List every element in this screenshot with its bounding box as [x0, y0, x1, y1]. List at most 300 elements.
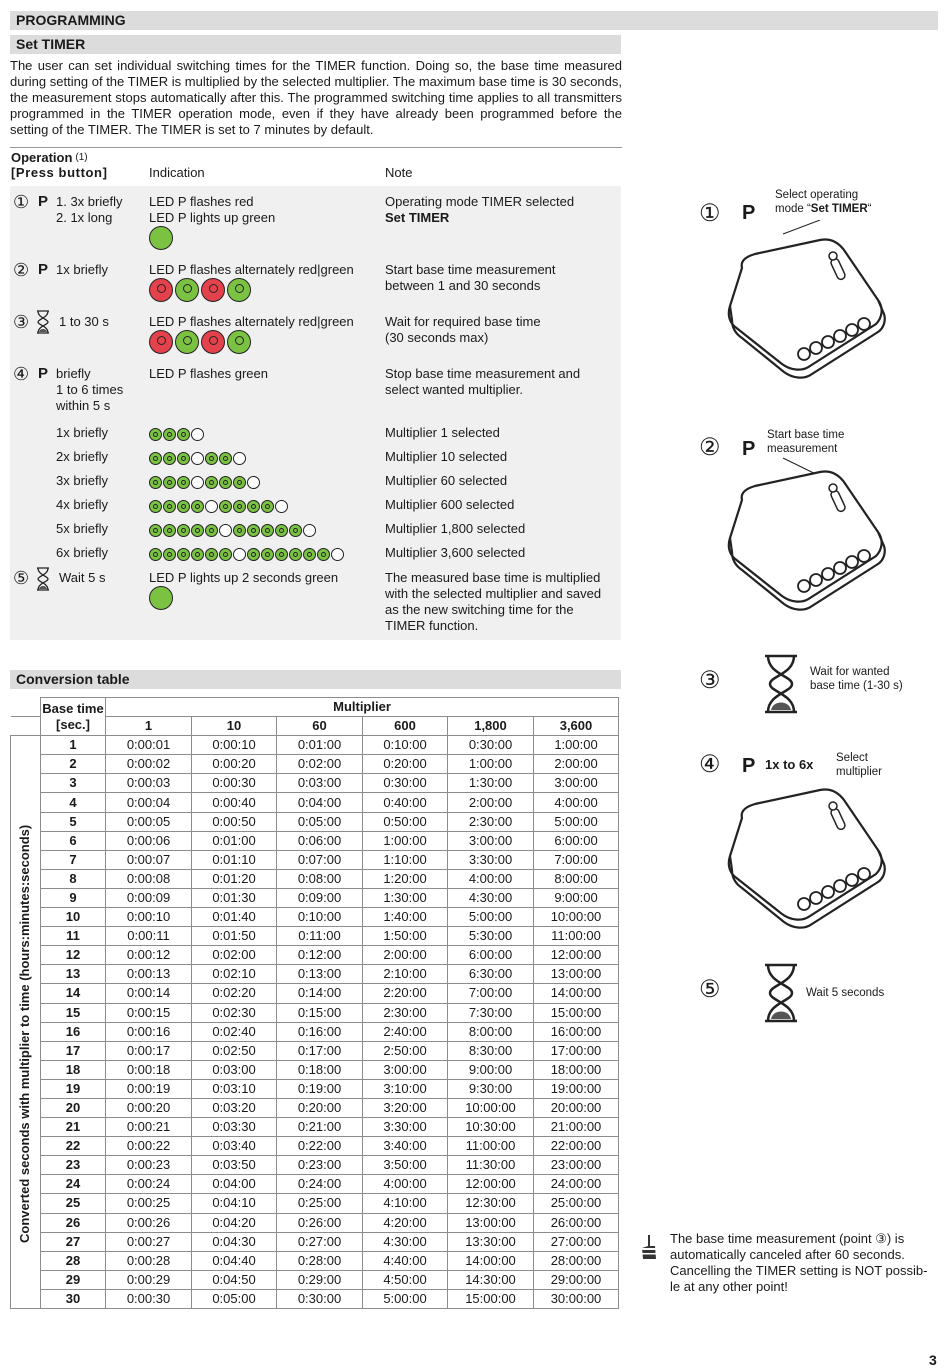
- multiplier-column-header: 1,800: [448, 717, 534, 736]
- converted-time-cell: 4:20:00: [363, 1213, 448, 1232]
- page-number: 3: [929, 1352, 937, 1368]
- side-step-3-caption: Wait for wanted base time (1-30 s): [810, 666, 903, 692]
- converted-time-cell: 0:05:00: [277, 812, 363, 831]
- led-off-dot: [233, 548, 246, 561]
- step-4-note-1: Stop base time measurement and: [385, 366, 581, 381]
- step-1-note-1: Operating mode TIMER selected: [385, 194, 575, 209]
- converted-time-cell: 0:10:00: [277, 908, 363, 927]
- converted-time-cell: 0:07:00: [277, 850, 363, 869]
- base-time-cell: 19: [41, 1079, 106, 1098]
- converted-time-cell: 0:00:14: [106, 984, 192, 1003]
- base-time-cell: 9: [41, 888, 106, 907]
- device-icon: [720, 770, 890, 948]
- led-green-dot: [205, 452, 218, 465]
- converted-time-cell: 0:30:00: [363, 774, 448, 793]
- base-time-cell: 24: [41, 1175, 106, 1194]
- converted-time-cell: 0:00:17: [106, 1041, 192, 1060]
- section-title: Set TIMER: [10, 35, 621, 54]
- converted-time-cell: 3:30:00: [448, 850, 534, 869]
- converted-time-cell: 0:28:00: [277, 1251, 363, 1270]
- step-1-number: ①: [13, 192, 30, 212]
- led-green-dot: [317, 548, 330, 561]
- conversion-table-title: Conversion table: [10, 670, 621, 689]
- converted-time-cell: 0:00:50: [192, 812, 277, 831]
- multiplier-press: 6x briefly: [56, 545, 109, 560]
- converted-time-cell: 0:03:20: [192, 1098, 277, 1117]
- base-time-cell: 30: [41, 1289, 106, 1308]
- converted-time-cell: 0:01:00: [277, 736, 363, 755]
- converted-time-cell: 0:00:20: [192, 755, 277, 774]
- led-green-dot: [149, 548, 162, 561]
- multiplier-column-header: 60: [277, 717, 363, 736]
- converted-time-cell: 9:30:00: [448, 1079, 534, 1098]
- converted-time-cell: 0:02:50: [192, 1041, 277, 1060]
- converted-time-cell: 0:04:00: [192, 1175, 277, 1194]
- converted-time-cell: 0:00:30: [106, 1289, 192, 1308]
- converted-time-cell: 0:04:30: [192, 1232, 277, 1251]
- led-green-dot: [149, 428, 162, 441]
- step-4-ind: LED P flashes green: [149, 366, 268, 381]
- step-4-op-3: within 5 s: [56, 398, 111, 413]
- converted-time-cell: 0:02:20: [192, 984, 277, 1003]
- step-5-note-4: TIMER function.: [385, 618, 479, 633]
- converted-time-cell: 11:00:00: [448, 1137, 534, 1156]
- led-green-dot: [247, 524, 260, 537]
- p-button-label: P: [38, 365, 49, 382]
- step-2-op: 1x briefly: [56, 262, 109, 277]
- hourglass-icon: [762, 963, 800, 1026]
- converted-time-cell: 0:00:28: [106, 1251, 192, 1270]
- converted-time-cell: 0:00:22: [106, 1137, 192, 1156]
- side-step-1-caption: Select operating mode “Set TIMER“: [775, 189, 872, 215]
- converted-time-cell: 0:04:50: [192, 1270, 277, 1289]
- converted-time-cell: 4:00:00: [448, 869, 534, 888]
- base-time-cell: 27: [41, 1232, 106, 1251]
- converted-time-cell: 14:00:00: [448, 1251, 534, 1270]
- step-1-ind-2: LED P lights up green: [149, 210, 276, 225]
- base-time-cell: 1: [41, 736, 106, 755]
- multiplier-note: Multiplier 3,600 selected: [385, 545, 526, 560]
- converted-time-cell: 1:50:00: [363, 927, 448, 946]
- led-green-dot: [219, 500, 232, 513]
- device-icon: [720, 452, 890, 630]
- led-green-dot: [219, 548, 232, 561]
- converted-time-cell: 0:02:40: [192, 1022, 277, 1041]
- base-time-cell: 25: [41, 1194, 106, 1213]
- multiplier-press: 1x briefly: [56, 425, 109, 440]
- p-button-label: P: [38, 193, 49, 210]
- converted-time-cell: 0:19:00: [277, 1079, 363, 1098]
- converted-time-cell: 12:00:00: [534, 946, 619, 965]
- step-2-note-1: Start base time measurement: [385, 262, 556, 277]
- converted-time-cell: 10:30:00: [448, 1118, 534, 1137]
- table-row: [11, 1232, 619, 1251]
- led-green-dot: [191, 548, 204, 561]
- converted-time-cell: 0:00:16: [106, 1022, 192, 1041]
- converted-time-cell: 3:50:00: [363, 1156, 448, 1175]
- table-row: [11, 1175, 619, 1194]
- step-4-note-2: select wanted multiplier.: [385, 382, 524, 397]
- converted-time-cell: 5:00:00: [448, 908, 534, 927]
- table-row: [11, 850, 619, 869]
- led-green-dot: [163, 452, 176, 465]
- converted-time-cell: 0:30:00: [448, 736, 534, 755]
- converted-time-cell: 9:00:00: [448, 1060, 534, 1079]
- base-time-cell: 15: [41, 1003, 106, 1022]
- converted-time-cell: 6:30:00: [448, 965, 534, 984]
- converted-time-cell: 0:00:19: [106, 1079, 192, 1098]
- converted-time-cell: 0:26:00: [277, 1213, 363, 1232]
- converted-time-cell: 0:24:00: [277, 1175, 363, 1194]
- base-time-cell: 23: [41, 1156, 106, 1175]
- converted-time-cell: 0:04:10: [192, 1194, 277, 1213]
- led-green-dot: [205, 524, 218, 537]
- intro-paragraph: The user can set individual switching times for the TIMER function. Doing so, the base time measured during setting of the TIMER is multiplied by the selected multiplier. The maximum base time is 30 seconds, the measurement stops automatically after this. The programmed switching time applies to all transmitters programmed in the TIMER operation mode, even if they have already been programmed before the setting of the TIMER. The TIMER is set to 7 minutes by default.: [10, 58, 622, 137]
- led-green-dot: [205, 548, 218, 561]
- converted-time-cell: 0:02:10: [192, 965, 277, 984]
- led-green-dot: [163, 428, 176, 441]
- led-green-dot: [275, 548, 288, 561]
- led-green-dot: [261, 500, 274, 513]
- table-row: [11, 965, 619, 984]
- converted-time-cell: 1:00:00: [363, 831, 448, 850]
- page-title: PROGRAMMING: [10, 11, 938, 30]
- converted-time-cell: 27:00:00: [534, 1232, 619, 1251]
- converted-time-cell: 24:00:00: [534, 1175, 619, 1194]
- multiplier-column-header: 3,600: [534, 717, 619, 736]
- led-green-dot: [163, 524, 176, 537]
- converted-time-cell: 0:01:10: [192, 850, 277, 869]
- step-4-op-1: briefly: [56, 366, 91, 381]
- converted-time-cell: 1:10:00: [363, 850, 448, 869]
- converted-time-cell: 0:00:03: [106, 774, 192, 793]
- converted-time-cell: 14:30:00: [448, 1270, 534, 1289]
- converted-time-cell: 4:40:00: [363, 1251, 448, 1270]
- converted-time-cell: 1:40:00: [363, 908, 448, 927]
- base-time-cell: 13: [41, 965, 106, 984]
- led-green-dot: [177, 428, 190, 441]
- converted-time-cell: 0:01:00: [192, 831, 277, 850]
- led-off-dot: [205, 500, 218, 513]
- converted-time-cell: 9:00:00: [534, 888, 619, 907]
- converted-time-cell: 4:30:00: [448, 888, 534, 907]
- converted-time-cell: 0:00:13: [106, 965, 192, 984]
- table-row: [11, 812, 619, 831]
- converted-time-cell: 5:00:00: [534, 812, 619, 831]
- base-time-cell: 4: [41, 793, 106, 812]
- converted-time-cell: 0:50:00: [363, 812, 448, 831]
- step-5-note-2: with the selected multiplier and saved: [385, 586, 602, 601]
- multiplier-note: Multiplier 1 selected: [385, 425, 500, 440]
- converted-time-cell: 0:15:00: [277, 1003, 363, 1022]
- side-axis-label: Converted seconds with multiplier to time (hours:minutes:seconds): [17, 824, 32, 1243]
- converted-time-cell: 23:00:00: [534, 1156, 619, 1175]
- multiplier-press: 2x briefly: [56, 449, 109, 464]
- p-button-label: P: [38, 261, 49, 278]
- device-icon: [720, 220, 890, 398]
- led-off-dot: [191, 452, 204, 465]
- base-time-cell: 14: [41, 984, 106, 1003]
- converted-time-cell: 0:03:50: [192, 1156, 277, 1175]
- converted-time-cell: 2:10:00: [363, 965, 448, 984]
- table-row: [11, 1270, 619, 1289]
- converted-time-cell: 3:10:00: [363, 1079, 448, 1098]
- table-row: [11, 793, 619, 812]
- step-2-number: ②: [13, 260, 30, 280]
- converted-time-cell: 16:00:00: [534, 1022, 619, 1041]
- table-row: [11, 1098, 619, 1117]
- converted-time-cell: 18:00:00: [534, 1060, 619, 1079]
- led-green-dot: [219, 452, 232, 465]
- converted-time-cell: 0:11:00: [277, 927, 363, 946]
- base-time-cell: 28: [41, 1251, 106, 1270]
- converted-time-cell: 0:04:20: [192, 1213, 277, 1232]
- step-3-note-1: Wait for required base time: [385, 314, 541, 329]
- converted-time-cell: 14:00:00: [534, 984, 619, 1003]
- converted-time-cell: 3:20:00: [363, 1098, 448, 1117]
- base-time-cell: 20: [41, 1098, 106, 1117]
- led-pattern: [149, 547, 345, 561]
- converted-time-cell: 13:00:00: [534, 965, 619, 984]
- p-button-label: P: [742, 438, 756, 460]
- side-step-5-number: ⑤: [699, 976, 721, 1003]
- step-3-ind: LED P flashes alternately red|green: [149, 314, 354, 329]
- converted-time-cell: 0:00:15: [106, 1003, 192, 1022]
- base-time-cell: 26: [41, 1213, 106, 1232]
- converted-time-cell: 0:05:00: [192, 1289, 277, 1308]
- converted-time-cell: 1:30:00: [363, 888, 448, 907]
- led-green-dot: [163, 500, 176, 513]
- converted-time-cell: 0:02:00: [277, 755, 363, 774]
- hand-pointing-icon: [640, 1234, 658, 1265]
- base-time-cell: 18: [41, 1060, 106, 1079]
- converted-time-cell: 11:30:00: [448, 1156, 534, 1175]
- p-button-label: P: [742, 202, 756, 224]
- table-row: [11, 1118, 619, 1137]
- table-row: [11, 888, 619, 907]
- base-time-cell: 6: [41, 831, 106, 850]
- table-row: [11, 927, 619, 946]
- converted-time-cell: 0:09:00: [277, 888, 363, 907]
- converted-time-cell: 0:00:24: [106, 1175, 192, 1194]
- side-step-3-number: ③: [699, 667, 721, 694]
- converted-time-cell: 0:12:00: [277, 946, 363, 965]
- table-row: [11, 869, 619, 888]
- step-1-note-2: Set TIMER: [385, 210, 450, 225]
- converted-time-cell: 2:20:00: [363, 984, 448, 1003]
- multiplier-note: Multiplier 60 selected: [385, 473, 508, 488]
- converted-time-cell: 13:00:00: [448, 1213, 534, 1232]
- step-1-op-1: 1. 3x briefly: [56, 194, 123, 209]
- converted-time-cell: 0:04:40: [192, 1251, 277, 1270]
- base-time-cell: 2: [41, 755, 106, 774]
- led-alternating-indicator: [149, 330, 251, 354]
- base-time-cell: 10: [41, 908, 106, 927]
- led-off-dot: [219, 524, 232, 537]
- converted-time-cell: 0:01:30: [192, 888, 277, 907]
- converted-time-cell: 0:16:00: [277, 1022, 363, 1041]
- base-time-cell: 11: [41, 927, 106, 946]
- converted-time-cell: 2:30:00: [448, 812, 534, 831]
- hourglass-icon: [35, 567, 51, 594]
- converted-time-cell: 0:03:10: [192, 1079, 277, 1098]
- converted-time-cell: 11:00:00: [534, 927, 619, 946]
- table-row: [11, 1156, 619, 1175]
- led-green-dot: [205, 476, 218, 489]
- converted-time-cell: 0:00:40: [192, 793, 277, 812]
- base-time-header: Base time [sec.]: [41, 698, 106, 736]
- led-green-indicator: [149, 586, 173, 610]
- converted-time-cell: 4:10:00: [363, 1194, 448, 1213]
- converted-time-cell: 0:00:06: [106, 831, 192, 850]
- led-green-dot: [177, 476, 190, 489]
- led-green-dot: [261, 524, 274, 537]
- press-count: 1x to 6x: [765, 757, 814, 772]
- led-off-dot: [191, 476, 204, 489]
- converted-time-cell: 0:08:00: [277, 869, 363, 888]
- converted-time-cell: 1:20:00: [363, 869, 448, 888]
- converted-time-cell: 21:00:00: [534, 1118, 619, 1137]
- led-green-dot: [177, 524, 190, 537]
- led-alternating-indicator: [149, 278, 251, 302]
- converted-time-cell: 2:30:00: [363, 1003, 448, 1022]
- converted-time-cell: 0:02:30: [192, 1003, 277, 1022]
- converted-time-cell: 0:00:30: [192, 774, 277, 793]
- base-time-cell: 21: [41, 1118, 106, 1137]
- converted-time-cell: 4:30:00: [363, 1232, 448, 1251]
- converted-time-cell: 0:00:12: [106, 946, 192, 965]
- note-heading: Note: [385, 165, 413, 180]
- converted-time-cell: 3:40:00: [363, 1137, 448, 1156]
- converted-time-cell: 0:00:25: [106, 1194, 192, 1213]
- led-green-dot: [149, 524, 162, 537]
- led-off-dot: [303, 524, 316, 537]
- converted-time-cell: 6:00:00: [448, 946, 534, 965]
- converted-time-cell: 0:27:00: [277, 1232, 363, 1251]
- side-step-2-number: ②: [699, 434, 721, 461]
- converted-time-cell: 0:01:40: [192, 908, 277, 927]
- operation-heading: Operation (1): [11, 150, 88, 165]
- multiplier-column-header: 1: [106, 717, 192, 736]
- side-step-4-caption: Select multiplier: [836, 752, 883, 778]
- led-green-dot: [163, 548, 176, 561]
- step-1-ind-1: LED P flashes red: [149, 194, 254, 209]
- side-step-1-number: ①: [699, 200, 721, 227]
- step-1-op-2: 2. 1x long: [56, 210, 113, 225]
- converted-time-cell: 0:00:09: [106, 888, 192, 907]
- led-green-dot: [289, 524, 302, 537]
- table-row: [11, 1213, 619, 1232]
- converted-time-cell: 0:29:00: [277, 1270, 363, 1289]
- converted-time-cell: 10:00:00: [534, 908, 619, 927]
- step-5-number: ⑤: [13, 568, 30, 588]
- led-green-indicator: [149, 226, 173, 250]
- led-green-dot: [149, 500, 162, 513]
- converted-time-cell: 0:00:04: [106, 793, 192, 812]
- converted-time-cell: 1:00:00: [448, 755, 534, 774]
- table-row: [11, 1022, 619, 1041]
- converted-time-cell: 0:01:50: [192, 927, 277, 946]
- base-time-cell: 3: [41, 774, 106, 793]
- led-off-dot: [275, 500, 288, 513]
- led-green-dot: [177, 548, 190, 561]
- converted-time-cell: 1:30:00: [448, 774, 534, 793]
- led-green-dot: [261, 548, 274, 561]
- converted-time-cell: 0:00:20: [106, 1098, 192, 1117]
- indication-heading: Indication: [149, 165, 205, 180]
- converted-time-cell: 2:00:00: [448, 793, 534, 812]
- base-time-cell: 7: [41, 850, 106, 869]
- base-time-cell: 12: [41, 946, 106, 965]
- converted-time-cell: 0:00:29: [106, 1270, 192, 1289]
- converted-time-cell: 7:00:00: [534, 850, 619, 869]
- led-pattern: [149, 451, 247, 465]
- led-green-dot: [177, 452, 190, 465]
- converted-time-cell: 0:18:00: [277, 1060, 363, 1079]
- converted-time-cell: 8:00:00: [534, 869, 619, 888]
- converted-time-cell: 0:30:00: [277, 1289, 363, 1308]
- press-button-heading: [Press button]: [11, 165, 108, 180]
- converted-time-cell: 20:00:00: [534, 1098, 619, 1117]
- converted-time-cell: 0:00:18: [106, 1060, 192, 1079]
- multiplier-press: 5x briefly: [56, 521, 109, 536]
- converted-time-cell: 3:00:00: [363, 1060, 448, 1079]
- led-off-dot: [331, 548, 344, 561]
- multiplier-note: Multiplier 600 selected: [385, 497, 515, 512]
- multiplier-column-header: 10: [192, 717, 277, 736]
- converted-time-cell: 5:30:00: [448, 927, 534, 946]
- table-row: [11, 1194, 619, 1213]
- converted-time-cell: 0:14:00: [277, 984, 363, 1003]
- converted-time-cell: 0:20:00: [363, 755, 448, 774]
- converted-time-cell: 0:20:00: [277, 1098, 363, 1117]
- converted-time-cell: 12:30:00: [448, 1194, 534, 1213]
- step-5-op: Wait 5 s: [59, 570, 106, 585]
- step-5-note-3: as the new switching time for the: [385, 602, 574, 617]
- table-row: [11, 1060, 619, 1079]
- converted-time-cell: 4:00:00: [363, 1175, 448, 1194]
- led-green-dot: [303, 548, 316, 561]
- side-step-4-number: ④: [699, 751, 721, 778]
- converted-time-cell: 0:00:07: [106, 850, 192, 869]
- converted-time-cell: 0:00:21: [106, 1118, 192, 1137]
- side-step-2-caption: Start base time measurement: [767, 429, 845, 455]
- converted-time-cell: 0:00:23: [106, 1156, 192, 1175]
- converted-time-cell: 10:00:00: [448, 1098, 534, 1117]
- converted-time-cell: 0:00:08: [106, 869, 192, 888]
- converted-time-cell: 6:00:00: [534, 831, 619, 850]
- led-pattern: [149, 427, 205, 441]
- converted-time-cell: 2:40:00: [363, 1022, 448, 1041]
- converted-time-cell: 19:00:00: [534, 1079, 619, 1098]
- table-row: [11, 831, 619, 850]
- multiplier-note: Multiplier 10 selected: [385, 449, 508, 464]
- led-green-dot: [233, 476, 246, 489]
- table-row: [11, 908, 619, 927]
- table-row: [11, 946, 619, 965]
- led-off-dot: [233, 452, 246, 465]
- hourglass-icon: [35, 310, 51, 337]
- led-green-dot: [247, 500, 260, 513]
- converted-time-cell: 28:00:00: [534, 1251, 619, 1270]
- converted-time-cell: 0:00:10: [192, 736, 277, 755]
- converted-time-cell: 2:00:00: [534, 755, 619, 774]
- led-green-dot: [149, 452, 162, 465]
- converted-time-cell: 0:25:00: [277, 1194, 363, 1213]
- converted-time-cell: 1:00:00: [534, 736, 619, 755]
- converted-time-cell: 30:00:00: [534, 1289, 619, 1308]
- table-corner: [11, 698, 41, 717]
